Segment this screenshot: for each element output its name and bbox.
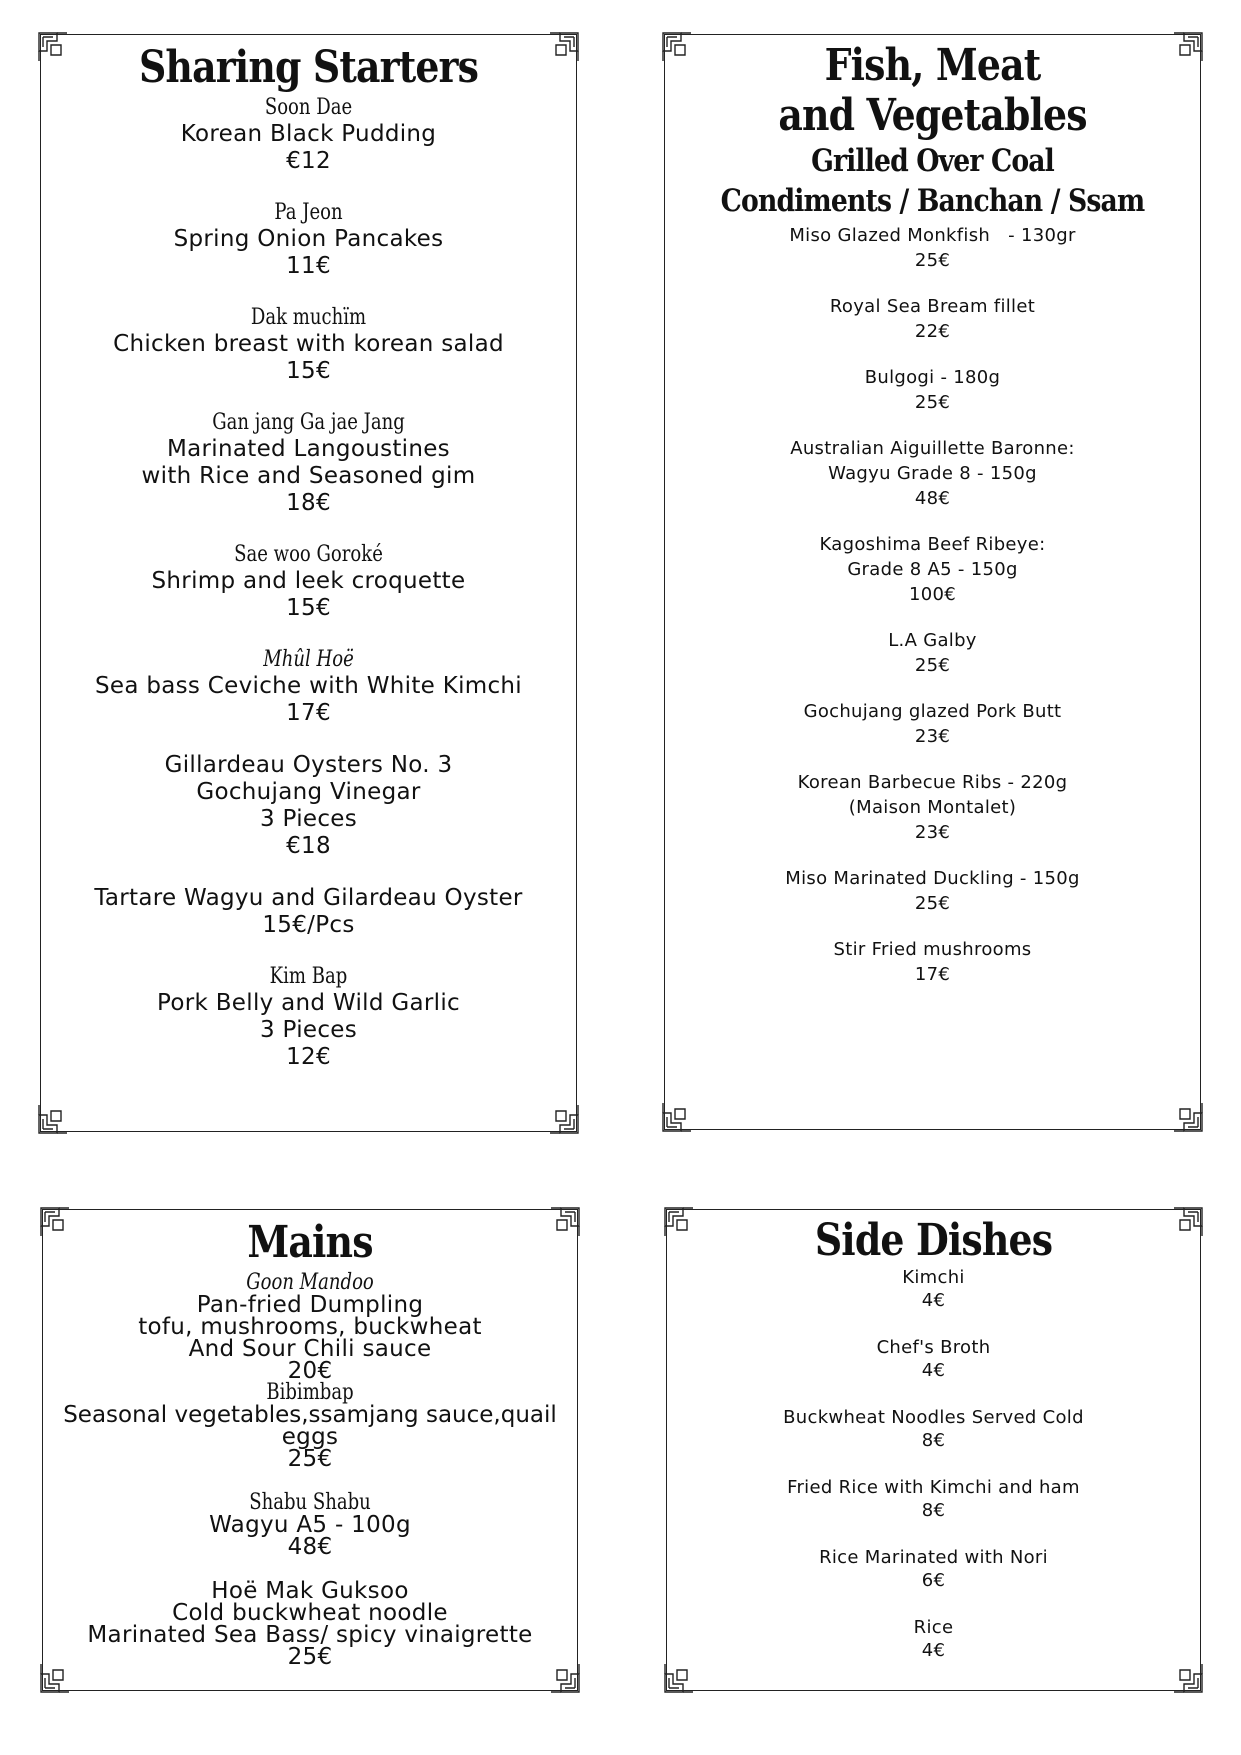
item-price: 6€ — [921, 1570, 946, 1591]
item-price: 4€ — [921, 1290, 946, 1311]
item-line: Fried Rice with Kimchi and ham — [787, 1477, 1080, 1498]
item-price: 4€ — [921, 1360, 946, 1381]
section-title: and Vegetables — [778, 90, 1087, 141]
item-line: Marinated Sea Bass/ spicy vinaigrette — [87, 1622, 533, 1648]
menu-item — [667, 1476, 1200, 1522]
item-line: Pan-fried Dumpling — [196, 1292, 424, 1318]
item-price: €12 — [286, 148, 331, 174]
item-price: €18 — [286, 833, 331, 859]
item-line: 3 Pieces — [259, 806, 358, 832]
item-line: Gillardeau Oysters No. 3 — [164, 752, 453, 778]
item-price: 15€ — [286, 595, 331, 621]
menu-item — [43, 1492, 577, 1558]
korean-name: Soon Dae — [264, 95, 353, 120]
item-line: 3 Pieces — [259, 1017, 358, 1043]
menu-item — [665, 294, 1200, 344]
item-line: Cold buckwheat noodle — [172, 1600, 448, 1626]
menu-item — [667, 1336, 1200, 1382]
korean-name: Goon Mandoo — [246, 1270, 374, 1295]
item-price: 18€ — [286, 490, 331, 516]
item-price: 48€ — [287, 1534, 333, 1560]
item-line: Australian Aiguillette Baronne: — [790, 438, 1075, 459]
item-line: Wagyu Grade 8 - 150g — [828, 463, 1037, 484]
menu-item — [41, 305, 576, 385]
item-line: Sea bass Ceviche with White Kimchi — [94, 673, 522, 699]
item-line: eggs — [281, 1424, 339, 1450]
item-line: Pork Belly and Wild Garlic — [157, 990, 460, 1016]
menu-item — [41, 647, 576, 727]
item-price: 11€ — [286, 253, 331, 279]
menu-item — [665, 436, 1200, 511]
menu-item — [41, 752, 576, 860]
item-price: 25€ — [287, 1644, 333, 1670]
menu-item — [665, 866, 1200, 916]
item-line: with Rice and Seasoned gim — [141, 463, 476, 489]
item-line: Buckwheat Noodles Served Cold — [783, 1407, 1084, 1428]
menu-item — [665, 365, 1200, 415]
korean-name: Bibimbap — [266, 1380, 354, 1405]
menu-item — [665, 628, 1200, 678]
item-price: 17€ — [286, 700, 331, 726]
item-line: Tartare Wagyu and Gilardeau Oyster — [94, 885, 523, 911]
item-price: 8€ — [921, 1500, 946, 1521]
menu-item — [41, 885, 576, 939]
section-subtitle: Grilled Over Coal — [811, 143, 1054, 179]
item-line: Marinated Langoustines — [167, 436, 450, 462]
menu-item — [667, 1266, 1200, 1312]
item-line: Spring Onion Pancakes — [173, 226, 444, 252]
sides-panel — [666, 1209, 1201, 1691]
item-line: Kimchi — [902, 1267, 965, 1288]
item-line: L.A Galby — [888, 630, 977, 651]
item-price: 23€ — [914, 822, 951, 843]
menu-item — [665, 770, 1200, 845]
menu-item — [41, 95, 576, 175]
item-line: Hoë Mak Guksoo — [211, 1578, 409, 1604]
korean-name: Dak muchïm — [250, 305, 367, 330]
menu-item — [41, 200, 576, 280]
item-price: 22€ — [914, 321, 951, 342]
korean-name: Shabu Shabu — [249, 1490, 371, 1515]
grill-panel — [664, 34, 1201, 1130]
corner-ornament-icon — [37, 1101, 71, 1135]
menu-item — [667, 1546, 1200, 1592]
item-price: 15€/Pcs — [262, 912, 355, 938]
menu-item — [41, 542, 576, 622]
menu-item — [665, 699, 1200, 749]
item-line: Chef's Broth — [876, 1337, 991, 1358]
menu-item — [43, 1272, 577, 1382]
item-line: Gochujang Vinegar — [196, 779, 421, 805]
korean-name: Gan jang Ga jae Jang — [212, 410, 405, 435]
item-price: 25€ — [287, 1446, 333, 1472]
section-title: Side Dishes — [814, 1215, 1053, 1266]
item-price: 17€ — [914, 964, 951, 985]
item-price: 15€ — [286, 358, 331, 384]
menu-item — [41, 964, 576, 1071]
item-line: Miso Glazed Monkfish - 130gr — [789, 225, 1076, 246]
item-line: Korean Black Pudding — [180, 121, 437, 147]
section-title: Fish, Meat — [824, 40, 1041, 91]
item-price: 23€ — [914, 726, 951, 747]
item-line: Bulgogi - 180g — [864, 367, 1001, 388]
section-subtitle: Condiments / Banchan / Ssam — [720, 183, 1145, 219]
item-line: Rice Marinated with Nori — [819, 1547, 1048, 1568]
section-title: Mains — [247, 1217, 373, 1268]
item-price: 48€ — [914, 488, 951, 509]
menu-item — [41, 410, 576, 517]
item-line: Royal Sea Bream fillet — [829, 296, 1036, 317]
item-price: 25€ — [914, 392, 951, 413]
menu-item — [43, 1580, 577, 1668]
item-line: Miso Marinated Duckling - 150g — [785, 868, 1080, 889]
item-line: Gochujang glazed Pork Butt — [803, 701, 1062, 722]
menu-item — [665, 223, 1200, 273]
corner-ornament-icon — [661, 1099, 695, 1133]
item-line: Kagoshima Beef Ribeye: — [819, 534, 1046, 555]
item-line: Chicken breast with korean salad — [113, 331, 504, 357]
item-price: 25€ — [914, 655, 951, 676]
korean-name: Kim Bap — [269, 964, 348, 989]
item-price: 25€ — [914, 250, 951, 271]
item-line: Grade 8 A5 - 150g — [847, 559, 1018, 580]
item-line: Wagyu A5 - 100g — [209, 1512, 411, 1538]
korean-name: Mhûl Hoë — [263, 647, 354, 672]
menu-item — [665, 937, 1200, 987]
item-line: Shrimp and leek croquette — [151, 568, 466, 594]
menu-item — [667, 1616, 1200, 1662]
item-line: Stir Fried mushrooms — [833, 939, 1032, 960]
menu-item — [667, 1406, 1200, 1452]
mains-panel — [42, 1209, 578, 1691]
item-price: 4€ — [921, 1640, 946, 1661]
item-price: 20€ — [287, 1358, 333, 1384]
item-price: 12€ — [286, 1044, 331, 1070]
section-title: Sharing Starters — [138, 42, 479, 93]
item-price: 100€ — [908, 584, 956, 605]
item-line: Seasonal vegetables,ssamjang sauce,quail — [63, 1402, 557, 1428]
korean-name: Sae woo Goroké — [234, 542, 383, 567]
item-line: (Maison Montalet) — [848, 797, 1017, 818]
item-line: And Sour Chili sauce — [188, 1336, 432, 1362]
starters-panel — [40, 34, 577, 1132]
item-price: 25€ — [914, 893, 951, 914]
item-line: Korean Barbecue Ribs - 220g — [797, 772, 1068, 793]
item-line: tofu, mushrooms, buckwheat — [138, 1314, 482, 1340]
item-line: Rice — [913, 1617, 954, 1638]
korean-name: Pa Jeon — [274, 200, 343, 225]
corner-ornament-icon — [1170, 1099, 1204, 1133]
menu-item — [43, 1382, 577, 1470]
item-price: 8€ — [921, 1430, 946, 1451]
corner-ornament-icon — [546, 1101, 580, 1135]
menu-item — [665, 532, 1200, 607]
